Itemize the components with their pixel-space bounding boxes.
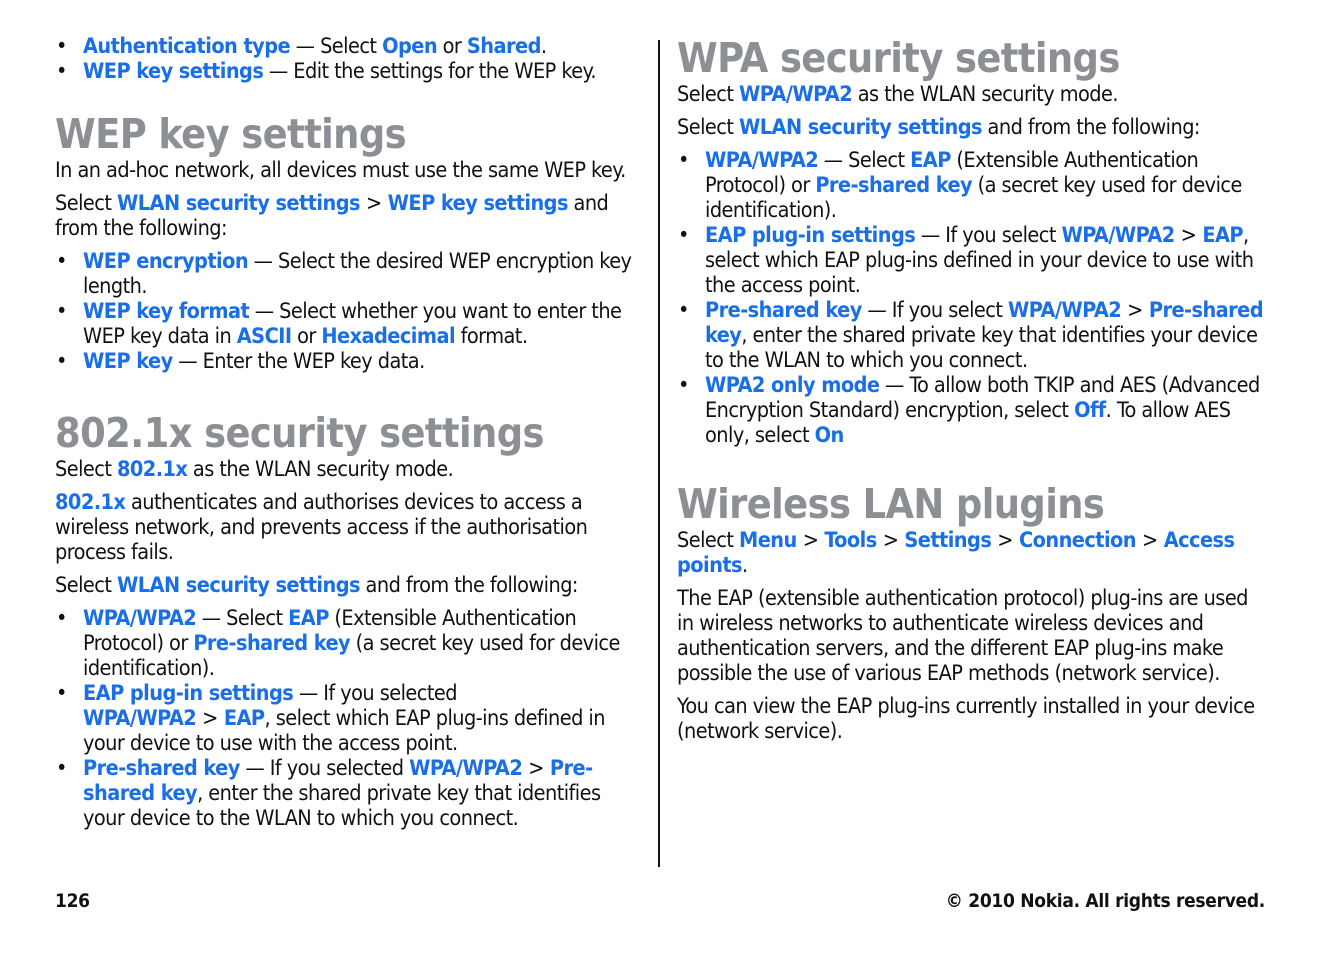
8021x-options-list: [55, 606, 647, 831]
list-item: • WPA/WPA2 — Select EAP (Extensible Authentication Protocol) or Pre-shared key (a secret key used for device identification).: [55, 606, 647, 681]
keyword: EAP: [910, 148, 951, 173]
list-item: • Pre-shared key — If you select WPA/WPA2 > Pre-shared key, enter the shared private key that identifies your device to the WLAN to which you connect.: [677, 298, 1267, 373]
path-separator: >: [202, 706, 218, 731]
keyword: Off: [1074, 398, 1106, 423]
keyword: WEP encryption: [83, 249, 249, 274]
paragraph: Select 802.1x as the WLAN security mode.: [55, 457, 454, 482]
list-item: • EAP plug-in settings — If you select WPA/WPA2 > EAP, select which EAP plug-ins defined in your device to use with the access point.: [677, 223, 1267, 298]
list-item: • WPA2 only mode — To allow both TKIP and AES (Advanced Encryption Standard) encryption, select Off. To allow AES only, select On: [677, 373, 1267, 448]
path-separator: >: [365, 191, 382, 216]
paragraph: Select WLAN security settings and from the following:: [677, 115, 1200, 140]
menu-path-item: Settings: [904, 528, 992, 553]
list-item: • WEP key format — Select whether you want to enter the WEP key data in ASCII or Hexadecimal format.: [55, 299, 647, 349]
keyword: On: [814, 423, 844, 448]
section-heading-wpa: WPA security settings: [677, 34, 1120, 82]
menu-path: Select Menu > Tools > Settings > Connection > Access points.: [677, 528, 1235, 578]
list-item: • WPA/WPA2 — Select EAP (Extensible Authentication Protocol) or Pre-shared key (a secret key used for device identification).: [677, 148, 1267, 223]
intro-list: [55, 34, 647, 84]
paragraph: The EAP (extensible authentication protocol) plug-ins are used in wireless networks to authenticate wireless devices and authentication servers, and the different EAP plug-ins make possible the use of various EAP methods (network service).: [677, 586, 1248, 686]
keyword: WEP key: [83, 349, 173, 374]
keyword: Authentication type: [83, 34, 291, 59]
list-item: • EAP plug-in settings — If you selected WPA/WPA2 > EAP, select which EAP plug-ins defined in your device to use with the access point.: [55, 681, 647, 756]
page-number: 126: [55, 890, 90, 912]
path-separator: >: [1127, 298, 1143, 323]
menu-path-item: Menu: [738, 528, 797, 553]
keyword: EAP plug-in settings: [705, 223, 916, 248]
path-separator: >: [1180, 223, 1197, 248]
keyword: ASCII: [236, 324, 292, 349]
keyword: WPA/WPA2: [1061, 223, 1175, 248]
keyword: WPA/WPA2: [83, 606, 197, 631]
keyword: Pre-shared key: [815, 173, 973, 198]
keyword: WLAN security settings: [116, 191, 360, 216]
section-heading-wep: WEP key settings: [55, 110, 407, 158]
copyright: © 2010 Nokia. All rights reserved.: [945, 890, 1265, 912]
list-item: • WEP key settings — Edit the settings for the WEP key.: [55, 59, 647, 84]
keyword: EAP: [223, 706, 265, 731]
keyword: Open: [382, 34, 438, 59]
keyword: Pre-shared key: [193, 631, 351, 656]
keyword: 802.1x: [116, 457, 188, 482]
keyword: WPA/WPA2: [705, 148, 819, 173]
paragraph: In an ad-hoc network, all devices must use the same WEP key.: [55, 158, 626, 183]
keyword: Shared: [466, 34, 541, 59]
keyword: WPA2 only mode: [705, 373, 880, 398]
keyword: Pre-shared key: [83, 756, 240, 781]
menu-path-item: Tools: [824, 528, 877, 553]
keyword: EAP plug-in settings: [83, 681, 294, 706]
keyword: EAP: [1202, 223, 1244, 248]
wep-options-list: [55, 249, 647, 374]
list-item: • Authentication type — Select Open or Shared.: [55, 34, 647, 59]
keyword: Pre-shared key: [705, 298, 1264, 348]
path-separator: >: [1142, 528, 1158, 553]
keyword: WPA/WPA2: [83, 706, 197, 731]
keyword: EAP: [288, 606, 329, 631]
list-item: • Pre-shared key — If you selected WPA/WPA2 > Pre-shared key, enter the shared private key that identifies your device to the WLAN to which you connect.: [55, 756, 647, 831]
keyword: WEP key format: [83, 299, 250, 324]
path-separator: >: [528, 756, 544, 781]
right-column: [677, 34, 1267, 752]
list-item: • WEP key — Enter the WEP key data.: [55, 349, 647, 374]
wpa-options-list: [677, 148, 1267, 448]
section-heading-plugins: Wireless LAN plugins: [677, 480, 1105, 528]
keyword: WPA/WPA2: [738, 82, 853, 107]
section-heading-8021x: 802.1x security settings: [55, 409, 544, 457]
list-item: • WEP encryption — Select the desired WEP encryption key length.: [55, 249, 647, 299]
keyword: WPA/WPA2: [409, 756, 523, 781]
path-separator: >: [882, 528, 899, 553]
paragraph: Select WLAN security settings > WEP key settings and from the following:: [55, 191, 609, 241]
column-divider: [658, 40, 660, 867]
left-column: [55, 34, 647, 831]
keyword: 802.1x: [55, 490, 126, 515]
keyword: WLAN security settings: [738, 115, 982, 140]
paragraph: 802.1x authenticates and authorises devices to access a wireless network, and prevents access if the authorisation process fails.: [55, 490, 588, 565]
paragraph: Select WLAN security settings and from the following:: [55, 573, 578, 598]
path-separator: >: [997, 528, 1013, 553]
keyword: WEP key settings: [83, 59, 264, 84]
keyword: WPA/WPA2: [1008, 298, 1122, 323]
paragraph: Select WPA/WPA2 as the WLAN security mode.: [677, 82, 1118, 107]
paragraph: You can view the EAP plug-ins currently installed in your device (network service).: [677, 694, 1255, 744]
keyword: WLAN security settings: [116, 573, 360, 598]
keyword: Hexadecimal: [321, 324, 456, 349]
menu-path-item: Access points: [677, 528, 1235, 578]
path-separator: >: [802, 528, 819, 553]
keyword: Pre-shared key: [705, 298, 862, 323]
menu-path-item: Connection: [1018, 528, 1137, 553]
keyword: Pre-shared key: [83, 756, 593, 806]
keyword: WEP key settings: [387, 191, 568, 216]
